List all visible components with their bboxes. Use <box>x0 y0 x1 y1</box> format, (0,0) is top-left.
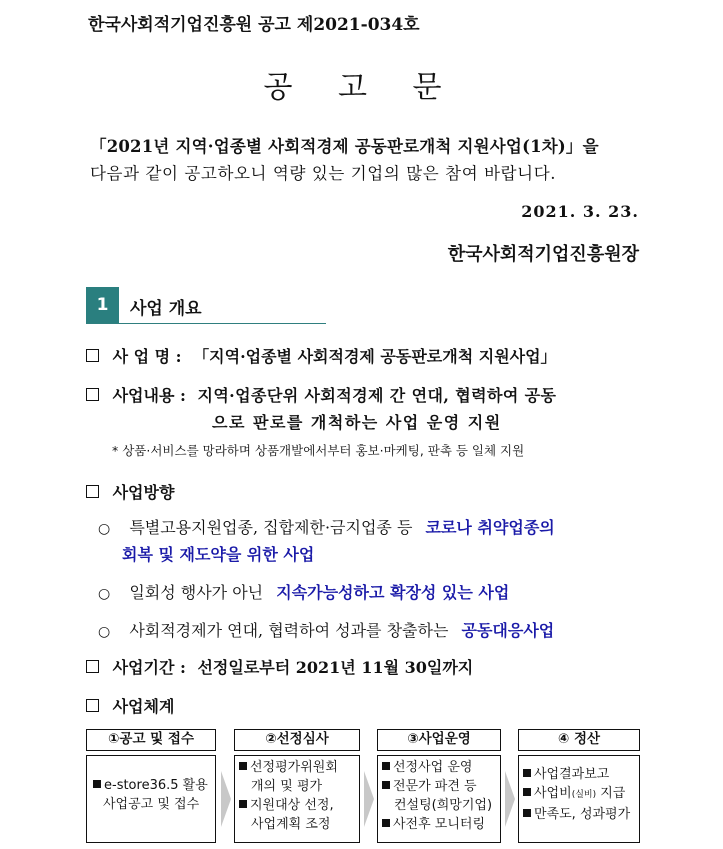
checkbox-square-icon <box>86 388 99 401</box>
section-number: 1 <box>86 287 119 323</box>
business-name-label: 사 업 명 : <box>112 347 182 366</box>
flow-step-1-body <box>86 755 216 843</box>
square-bullet-icon <box>382 781 390 789</box>
square-bullet-icon <box>523 769 531 777</box>
flow-step-1-header: ①공고 및 접수 <box>86 729 216 751</box>
flow-arrow-icon <box>221 771 231 827</box>
business-period-label: 사업기간 : <box>112 658 186 677</box>
flow-step-2-line-1: 선정평가위원회 <box>239 758 359 777</box>
flow-step-2-header: ②선정심사 <box>234 729 360 751</box>
direction-1-emphasis-line-2: 회복 및 재도약을 위한 사업 <box>122 545 315 564</box>
square-bullet-icon <box>93 780 101 788</box>
square-bullet-icon <box>523 788 531 796</box>
circle-bullet-icon: ○ <box>98 624 111 640</box>
business-content-line-1: 지역·업종단위 사회적경제 간 연대, 협력하여 공동 <box>197 386 557 405</box>
business-content-label: 사업내용 : <box>112 386 186 405</box>
flow-step-3-header: ③사업운영 <box>377 729 501 751</box>
business-content-line-2: 으로 판로를 개척하는 사업 운영 지원 <box>212 413 502 432</box>
square-bullet-icon <box>382 819 390 827</box>
checkbox-square-icon <box>86 660 99 673</box>
flow-arrow-icon <box>505 771 515 827</box>
flow-step-2-body <box>234 755 360 843</box>
flow-step-3-line-1: 선정사업 운영 <box>382 758 500 777</box>
flow-step-1-line-1: e-store36.5 활용 <box>93 776 215 795</box>
intro-line-2: 다음과 같이 공고하오니 역량 있는 기업의 많은 참여 바랍니다. <box>90 164 557 183</box>
issuer-name: 한국사회적기업진흥원장 <box>447 244 639 265</box>
direction-2-emphasis: 지속가능성하고 확장성 있는 사업 <box>276 583 510 602</box>
notice-number: 한국사회적기업진흥원 공고 제2021-034호 <box>88 15 420 35</box>
direction-1-emphasis: 코로나 취약업종의 <box>425 518 555 537</box>
business-name-value: 「지역·업종별 사회적경제 공동판로개척 지원사업」 <box>193 347 557 366</box>
flow-step-4-line-1: 사업결과보고 <box>523 765 639 784</box>
flow-step-3-line-4: 사전후 모니터링 <box>382 815 500 834</box>
square-bullet-icon <box>239 800 247 808</box>
flow-step-2-line-2: 개의 및 평가 <box>251 779 323 794</box>
flow-step-3-line-3: 컨설팅(희망기업) <box>394 798 493 813</box>
direction-3-text: 사회적경제가 연대, 협력하여 성과를 창출하는 <box>129 621 449 640</box>
flow-step-4-line-3: 만족도, 성과평가 <box>523 805 639 824</box>
circle-bullet-icon: ○ <box>98 586 111 602</box>
section-title: 사업 개요 <box>130 299 202 319</box>
section-header-underline <box>86 287 326 324</box>
notice-date: 2021. 3. 23. <box>521 202 639 221</box>
direction-item-2 <box>98 580 509 603</box>
intro-paragraph <box>90 133 640 187</box>
direction-2-text: 일회성 행사가 아닌 <box>129 583 264 602</box>
document-title: 공 고 문 <box>263 70 460 105</box>
flow-step-4-body <box>518 755 640 843</box>
flow-step-3-line-2: 전문가 파견 등 <box>382 777 500 796</box>
flow-step-4-header: ④ 정산 <box>518 729 640 751</box>
business-direction-label: 사업방향 <box>112 483 175 502</box>
business-content-note: * 상품·서비스를 망라하며 상품개발에서부터 홍보·마케팅, 판촉 등 일체 지원 <box>112 443 525 458</box>
item-business-content <box>86 383 556 406</box>
square-bullet-icon <box>382 762 390 770</box>
flow-step-2-line-4: 사업계획 조정 <box>251 817 331 832</box>
item-business-period <box>86 655 473 678</box>
flow-arrow-icon <box>364 771 374 827</box>
business-system-label: 사업체계 <box>112 697 175 716</box>
direction-3-emphasis: 공동대응사업 <box>461 621 555 640</box>
direction-item-3 <box>98 618 554 641</box>
checkbox-square-icon <box>86 699 99 712</box>
item-business-name <box>86 344 557 367</box>
item-business-direction <box>86 480 174 503</box>
square-bullet-icon <box>239 762 247 770</box>
direction-1-text: 특별고용지원업종, 집합제한·금지업종 등 <box>129 518 413 537</box>
flow-step-1-line-2: 사업공고 및 접수 <box>103 797 200 812</box>
circle-bullet-icon: ○ <box>98 521 111 537</box>
intro-line-1: 「2021년 지역·업종별 사회적경제 공동판로개척 지원사업(1차)」을 <box>90 137 599 156</box>
flow-step-2-line-3: 지원대상 선정, <box>239 796 359 815</box>
business-period-value: 선정일로부터 2021년 11월 30일까지 <box>197 658 474 677</box>
flow-step-4-line-2: 사업비(실비) 지급 <box>523 784 639 805</box>
flow-step-3-body <box>377 755 501 843</box>
checkbox-square-icon <box>86 349 99 362</box>
item-business-system <box>86 694 174 717</box>
checkbox-square-icon <box>86 485 99 498</box>
direction-item-1 <box>98 515 555 538</box>
square-bullet-icon <box>523 809 531 817</box>
